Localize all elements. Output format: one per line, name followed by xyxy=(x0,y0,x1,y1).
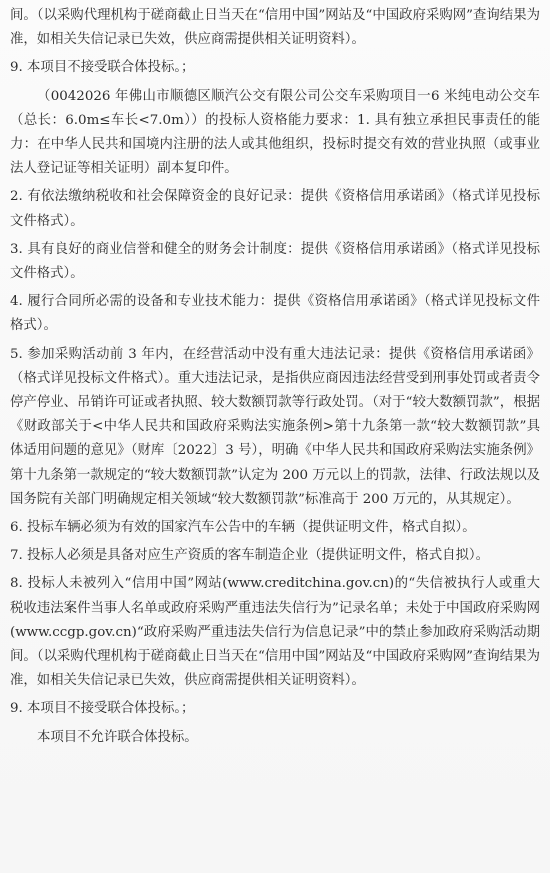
paragraph-equipment-capability: 4. 履行合同所必需的设备和专业技术能力：提供《资格信用承诺函》（格式详见投标文件格式）。 xyxy=(10,294,540,334)
paragraph-no-violation-record: 5. 参加采购活动前 3 年内，在经营活动中没有重大违法记录：提供《资格信用承诺函》（格式详见投标文件格式）。重大违法记录，是指供应商因违法经营受到刑事处罚或者责令停产停业、吊销许可证或者执照、较大数额罚款等行政处罚。（对于“较大数额罚款”，根据《财政部关于<中华人民共和国政府采购法实施条例>第十九条第一款“较大数额罚款”具体适用问题的意见》（财库〔2022〕3 号），明确《中华人民共和国政府采购法实施条例》第十九条第一款规定的“较大数额罚款”认定为 200 万元以上的罚款，法律、行政法规以及国务院有关部门明确规定相关领域“较大数额罚款”标准高于 200 万元的，从其规定）。 xyxy=(10,346,540,507)
paragraph-no-consortium: 9. 本项目不接受联合体投标。； xyxy=(10,60,195,76)
paragraph-credit-check-tail: 间。（以采购代理机构于磋商截止日当天在“信用中国”网站及“中国政府采购网”查询结果为准，如相关失信记录已失效，供应商需提供相关证明资料）。 xyxy=(10,8,540,48)
paragraph-credit-blacklist: 8. 投标人未被列入“信用中国”网站(www.creditchina.gov.cn)的“失信被执行人或重大税收违法案件当事人名单或政府采购严重违法失信行为”记录名单；未处于中国政府采购网(www.ccgp.gov.cn)“政府采购严重违法失信行为信息记录”中的禁止参加政府采购活动期间。（以采购代理机构于磋商截止日当天在“信用中国”网站及“中国政府采购网”查询结果为准，如相关失信记录已失效，供应商需提供相关证明资料）。 xyxy=(10,576,540,689)
paragraph-business-reputation: 3. 具有良好的商业信誉和健全的财务会计制度：提供《资格信用承诺函》（格式详见投标文件格式）。 xyxy=(10,241,540,282)
paragraph-consortium-not-allowed: 本项目不允许联合体投标。 xyxy=(37,729,198,745)
paragraph-manufacturer-qualification: 7. 投标人必须是具备对应生产资质的客车制造企业（提供证明文件，格式自拟）。 xyxy=(10,548,490,564)
paragraph-tax-social-security: 2. 有依法缴纳税收和社会保障资金的良好记录：提供《资格信用承诺函》（格式详见投标文件格式）。 xyxy=(10,189,540,229)
paragraph-no-consortium-repeat: 9. 本项目不接受联合体投标。； xyxy=(10,701,195,717)
paragraph-project-qualification: （0042026 年佛山市顺德区顺汽公交有限公司公交车采购项目一6 米纯电动公交车（总长：6.0m≤车长<7.0m））的投标人资格能力要求：1. 具有独立承担民事责任的能力：在中华人民共和国境内注册的法人或其他组织，投标时提交有效的营业执照（或事业法人登记证等相关证明）副本复印件。 xyxy=(10,88,540,177)
paragraph-vehicle-announcement: 6. 投标车辆必须为有效的国家汽车公告中的车辆（提供证明文件，格式自拟）。 xyxy=(10,520,476,536)
